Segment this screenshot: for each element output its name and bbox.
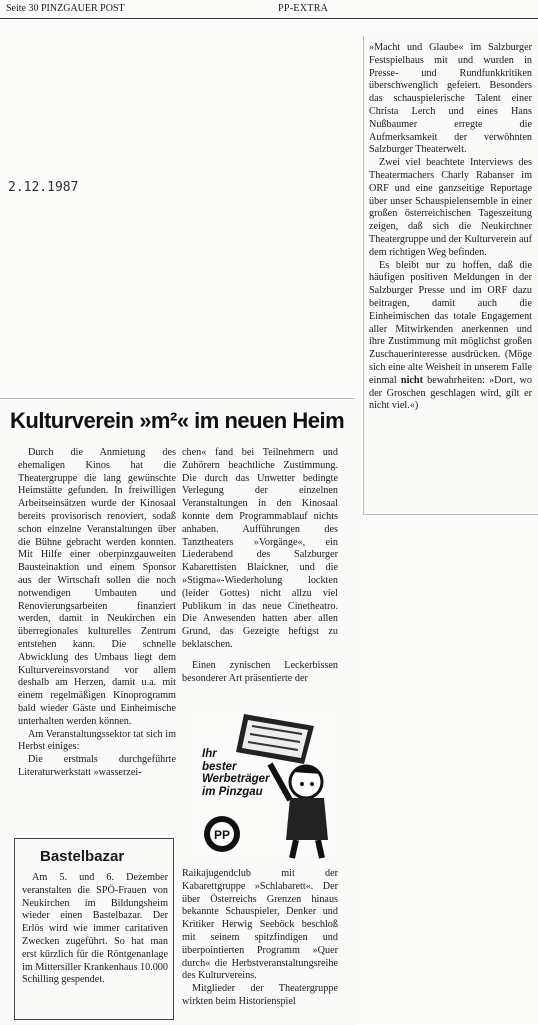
article-column-3 bbox=[182, 868, 338, 1009]
section-label: PP-EXTRA bbox=[278, 3, 329, 14]
article-column-1 bbox=[18, 447, 176, 780]
right-paragraph-3-a: Es bleibt nur zu hoffen, daß die häufigen positiven Meldungen in der Salzburger Presse und im ORF dazu beitragen, damit auch die Einheimischen das totale Engagement aller Mitwirkenden anerkennen und ihre Zustimmung mit möglichst großen Zuschauerinteresse ausdrücken. (Möge sich eine alte Weisheit in unserem Falle einmal bbox=[369, 259, 532, 386]
ad-line-4: im Pinzgau bbox=[202, 785, 263, 798]
col1-paragraph-3: Die erstmals durchgeführte Literaturwerkstatt »wasserzei- bbox=[18, 754, 176, 778]
col2-paragraph-1: chen« fand bei Teilnehmern und Zuhörern beachtliche Zustimmung. Die durch das Unwetter bedingte Verlegung der einzelnen Veranstaltungen in den Kinosaal konnte dem Programmablauf nichts anhaben. Aufführungen des Tanztheaters »Vorgänge«, ein Liederabend des Salzburger Kabarettisten Blaickner, und die »Stigma«-Wiederholung lockten (leider Gottes) nicht allzu viel Publikum in das neue Cinetheatro. Die Anwesenden hatten aber allen Grund, das Gezeigte heftigst zu beklatschen. bbox=[182, 447, 338, 650]
right-paragraph-3 bbox=[369, 260, 532, 414]
page-number-and-paper: Seite 30 PINZGAUER POST bbox=[6, 3, 125, 14]
col1-paragraph-2: Am Veranstaltungssektor tat sich im Herbst einiges: bbox=[18, 728, 176, 753]
right-paragraph-2: Zwei viel beachtete Interviews des Theatermachers Charly Rabanser im ORF und eine ganzseitige Reportage über unser Schauspielensemble in einer großen österreichischen Tageszeitung zeigen, daß sich die Neukirchner Theatergruppe und der Kulturverein auf dem richtigen Weg befinden. bbox=[369, 157, 532, 258]
right-column-text bbox=[369, 42, 532, 413]
advertisement-slogan bbox=[202, 748, 270, 798]
right-paragraph-3-bold: nicht bbox=[400, 374, 423, 386]
logo-text: PP bbox=[214, 828, 231, 842]
pp-logo-icon bbox=[204, 816, 240, 852]
box-text bbox=[22, 872, 168, 987]
col2-paragraph-2: Einen zynischen Leckerbissen besonderer Art präsentierte der bbox=[182, 659, 338, 684]
ad-line-3: Werbeträger bbox=[202, 773, 270, 785]
page-header bbox=[0, 0, 538, 19]
ad-line-1: Ihr bbox=[202, 748, 217, 760]
col1-paragraph-1: Durch die Anmietung des ehemaligen Kinos hat die Theatergruppe die lang gewünschte Heimstätte gefunden. In freiwilligen Arbeitseinsätzen wurde der Kinosaal bereits provisorisch renoviert, sodaß schon einzelne Veranstaltungen über die Bühne gebracht werden konnten. Mit Hilfe einer oberpinzgauweiten Bausteinaktion und einem Sponsor aus der Wirtschaft sollen die noch notwendigen Umbauten und Renovierungsarbeiten finanziert werden, damit in Neukirchen ein überregionales kulturelles Zentrum entstehen kann. Die schnelle Abwicklung des Umbaus liegt dem Kulturvereinsvorstand vor allem deshalb am Herzen, damit u.a. mit einem regelmäßigen Kinoprogramm bald wieder Gäste und Einheimische unterhalten werden können. bbox=[18, 447, 176, 727]
date-stamp: 2.12.1987 bbox=[8, 180, 79, 195]
box-title: Bastelbazar bbox=[40, 848, 125, 865]
right-paragraph-3-b: bewahrheiten: »Dort, wo der Groschen geschlagen wird, gilt er nicht viel.«) bbox=[369, 374, 532, 412]
box-paragraph: Am 5. und 6. Dezember veranstalten die SPÖ-Frauen von Neukirchen im Bildungsheim wieder einen Bastelbazar. Der Erlös wird wie immer caritativen Zwecken zugeführt. So hat man erst kürzlich für die Röntgenanlage im Mittersiller Krankenhaus 10.000 Schilling gespendet. bbox=[22, 872, 168, 986]
col3-paragraph-2: Mitglieder der Theatergruppe wirkten beim Historienspiel bbox=[182, 983, 338, 1007]
article-column-2 bbox=[182, 447, 338, 685]
col3-paragraph-1: Raikajugendclub mit der Kabarettgruppe »Schlabarett«. Der über Österreichs Grenzen hinaus bekannte Schauspieler, Denker und Kritiker Herwig Seeböck beschloß mit seinem spitzfindigen und überpointierten Programm »Quer durch« die Herbstveranstaltungsreihe des Kulturvereins. bbox=[182, 868, 338, 982]
ad-line-2: bester bbox=[202, 760, 237, 773]
right-paragraph-1: »Macht und Glaube« im Salzburger Festspielhaus mit und wurden in Presse- und Rundfunkkritiken überschwenglich gefeiert. Besonders das schauspielerische Talent einer Christa Lerch und eines Hans Nußbaumer erregte die Aufmerksamkeit der verwöhnten Salzburger Theaterwelt. bbox=[369, 42, 532, 156]
article-headline: Kulturverein »m²« im neuen Heim bbox=[10, 408, 345, 433]
